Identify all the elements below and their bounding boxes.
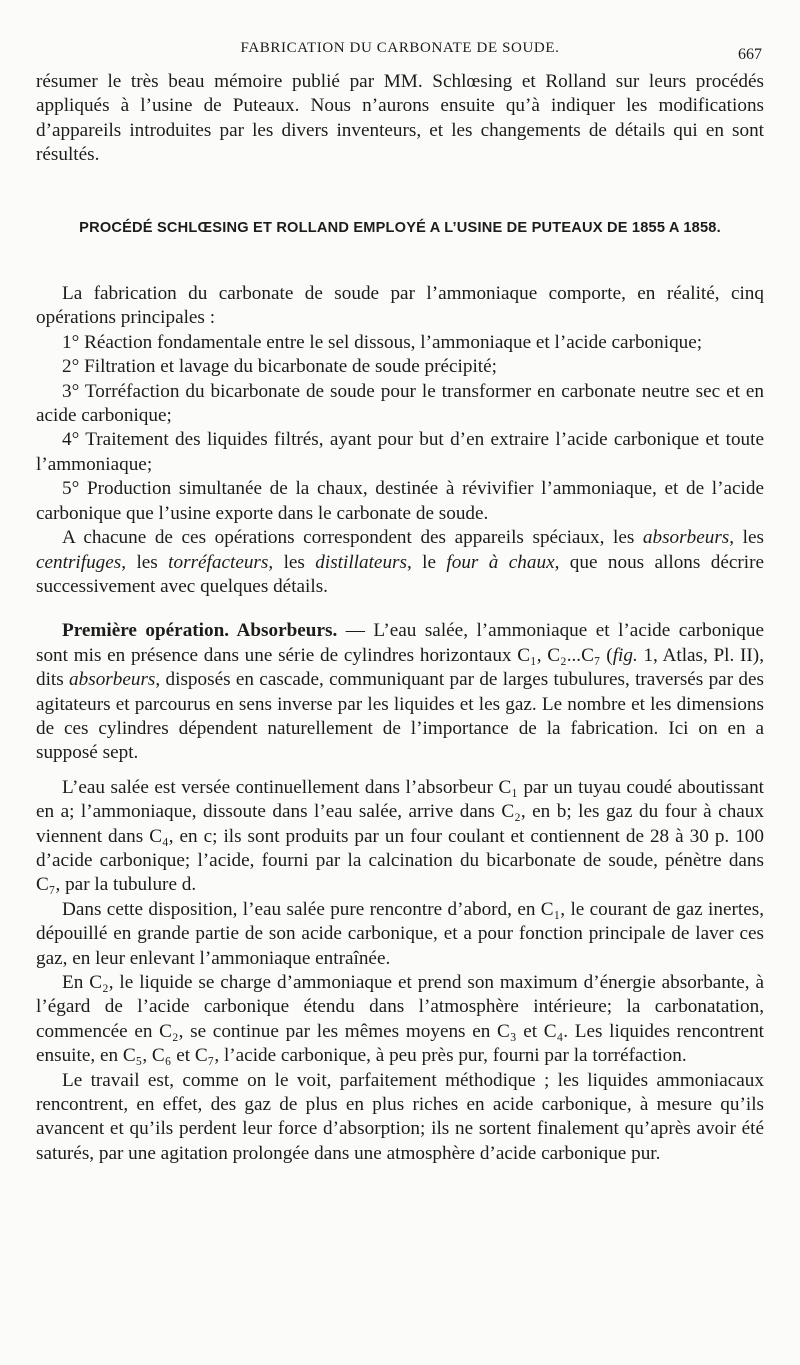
text-run: , le [406, 551, 447, 573]
text-run: , les [268, 551, 316, 573]
list-item-5: 5° Production simultanée de la chaux, destinée à révivifier l’ammoniaque, et de l’acide carbonique que l’usine exporte dans le carbonate de soude. [36, 478, 764, 524]
term-absorbeurs: absorbeurs [642, 527, 730, 549]
term-centrifuges: centrifuges [36, 551, 122, 573]
term-distillateurs: distillateurs [315, 551, 407, 573]
paragraph-first-operation [36, 619, 764, 765]
list-item-3: 3° Torréfaction du bicarbonate de soude pour le transformer en carbonate neutre sec et en acide carbonique; [36, 380, 764, 427]
text-run: — L’eau salée, l’ammoniaque et l’acide carbonique sont mis en présence dans une série de cylindres horizontaux C₁, C₂...C₇ ( [36, 620, 765, 666]
text-run: A chacune de ces opérations correspondent des appareils spéciaux, les [62, 527, 643, 549]
text-run: , disposés en cascade, communiquant par de larges tubulures, traversés par des agitateurs et parcourus en sens inverse par les liquides et les gaz. Le nombre et les dimensions de ces cylindres dépendent naturellement de l’importance de la fabrication. Ici on en a supposé sept. [36, 669, 764, 764]
run-in-heading: Première opération. Absorbeurs. [62, 620, 338, 642]
list-item-4: 4° Traitement des liquides filtrés, ayant pour but d’en extraire l’acide carbonique et toute l’ammoniaque; [36, 429, 764, 475]
list-item-2: 2° Filtration et lavage du bicarbonate de soude précipité; [62, 356, 497, 378]
list-item-1: 1° Réaction fondamentale entre le sel dissous, l’ammoniaque et l’acide carbonique; [62, 331, 703, 353]
figure-reference: fig. [612, 644, 638, 666]
text-run: , les [121, 551, 169, 573]
term-four-a-chaux: four à chaux [446, 551, 555, 573]
page-number: 667 [738, 46, 762, 63]
term-torrefacteurs: torréfacteurs [168, 551, 269, 573]
paragraph-operations: La fabrication du carbonate de soude par l’ammoniaque comporte, en réalité, cinq opérations principales : [36, 283, 764, 329]
text-run: 1, Atlas, Pl. II), dits [36, 644, 764, 691]
page-body [36, 70, 764, 1166]
intro-paragraph: résumer le très beau mémoire publié par MM. Schlœsing et Rolland sur leurs procédés appliqués à l’usine de Puteaux. Nous n’aurons ensuite qu’à indiquer les modifications d’appareils introduites par les divers inventeurs, et les changements de détails qui en sont résultés. [36, 71, 764, 166]
section-title: PROCÉDÉ SCHLŒSING ET ROLLAND EMPLOYÉ A L’USINE DE PUTEAUX DE 1855 A 1858. [79, 219, 721, 236]
text-run: , les [729, 527, 764, 549]
paragraph-carbonatation: En C₂, le liquide se charge d’ammoniaque et prend son maximum d’énergie absorbante, à l’égard de l’acide carbonique étendu dans l’atmosphère intérieure; la carbonatation, commencée en C₂, se continue par les mêmes moyens en C₃ et C₄. Les liquides rencontrent ensuite, en C₅, C₆ et C₇, l’acide carbonique, à peu près pur, fourni par la torréfaction. [36, 972, 764, 1067]
paragraph-method: Le travail est, comme on le voit, parfaitement méthodique ; les liquides ammoniacaux rencontrent, en effet, des gaz de plus en plus riches en acide carbonique, à mesure qu’ils avancent et qu’ils perdent leur force d’absorption; ils ne sortent finalement qu’après avoir été saturés, par une agitation prolongée dans une atmosphère d’acide carbonique pur. [36, 1069, 764, 1164]
paragraph-disposition: Dans cette disposition, l’eau salée pure rencontre d’abord, en C₁, le courant de gaz inertes, dépouillé en grande partie de son acide carbonique, et a pour fonction principale de laver ces gaz, en leur enlevant l’ammoniaque entraînée. [36, 898, 764, 969]
paragraph-feed: L’eau salée est versée continuellement dans l’absorbeur C₁ par un tuyau coudé aboutissant en a; l’ammoniaque, dissoute dans l’eau salée, arrive dans C₂, en b; les gaz du four à chaux viennent dans C₄, en c; ils sont produits par un four coulant et contiennent de 28 à 30 p. 100 d’acide carbonique; l’acide, fourni par la calcination du bicarbonate de soude, pénètre dans C₇, par la tubulure d. [36, 776, 764, 896]
term-absorbeurs: absorbeurs [69, 669, 156, 691]
text-run: , que nous allons décrire successivement avec quelques détails. [36, 551, 764, 597]
paragraph-apparatus [36, 526, 764, 599]
running-head [0, 40, 800, 66]
running-title: FABRICATION DU CARBONATE DE SOUDE. [240, 40, 560, 56]
